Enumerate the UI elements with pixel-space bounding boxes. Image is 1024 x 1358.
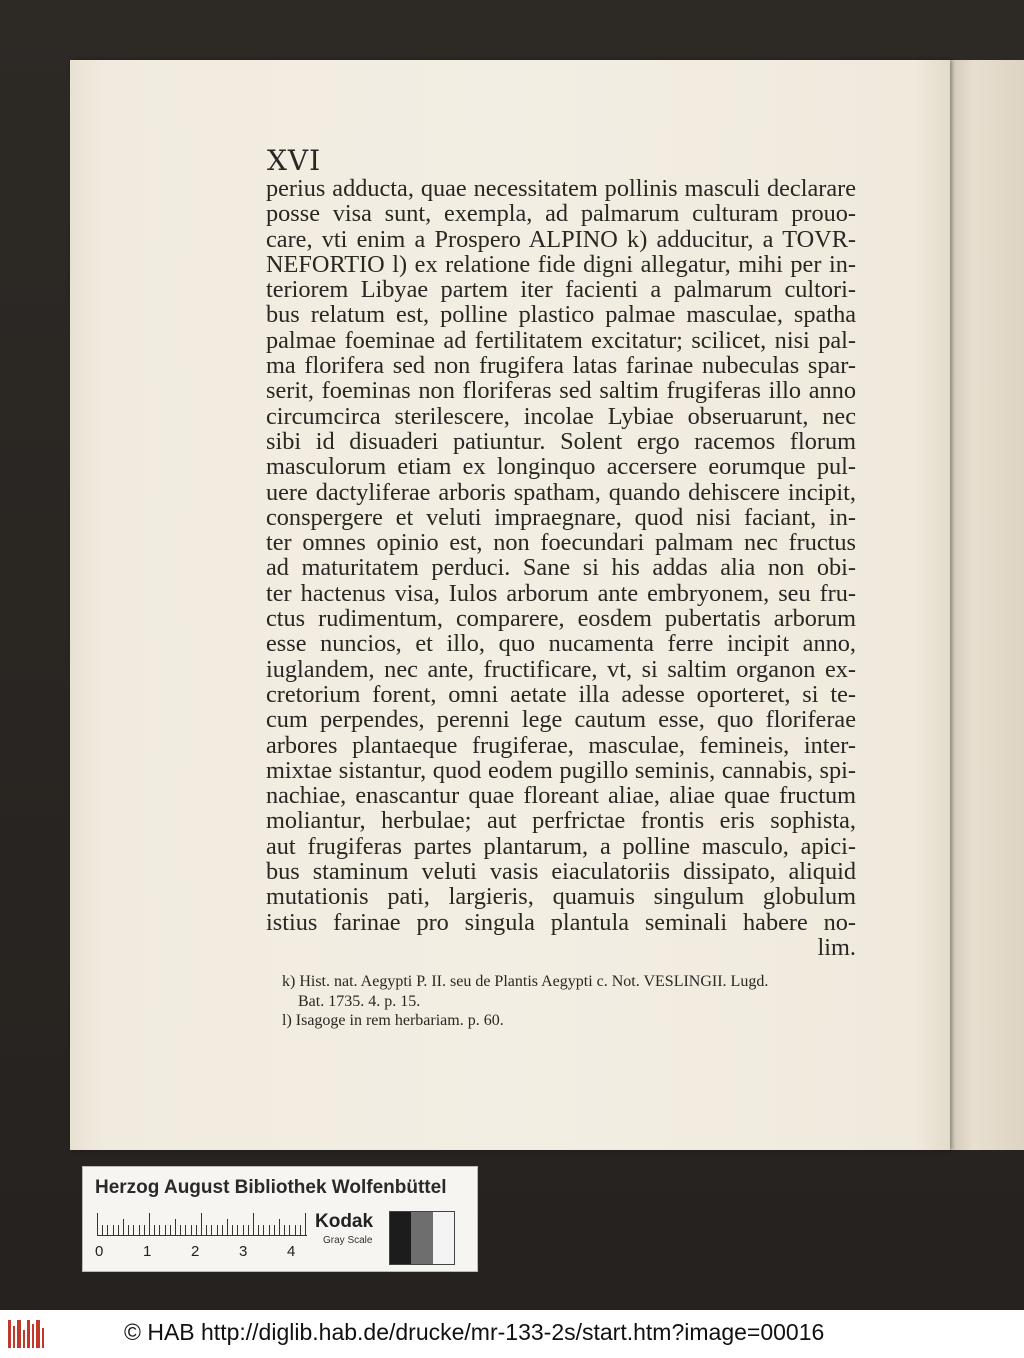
text-line: moliantur, herbulae; aut perfrictae frontis eris sophista, — [266, 807, 856, 835]
footnotes — [282, 972, 858, 1031]
text-line: cretorium forent, omni aetate illa adesse oporteret, si te- — [266, 680, 856, 708]
text-line: cum perpendes, perenni lege cautum esse, quo floriferae — [266, 706, 856, 734]
library-name: Herzog August Bibliothek Wolfenbüttel — [95, 1177, 447, 1198]
text-line-last: lim. — [817, 933, 856, 961]
color-target-card — [82, 1166, 478, 1272]
back-page-edge — [940, 60, 1024, 1150]
book-page — [70, 60, 950, 1150]
body-text — [266, 176, 856, 960]
text-line: iuglandem, nec ante, fructificare, vt, si saltim organon ex- — [266, 655, 856, 683]
ruler-number-4: 4 — [287, 1243, 296, 1260]
footnote-l: l) Isagoge in rem herbariam. p. 60. — [282, 1012, 504, 1029]
text-line: circumcirca sterilescere, incolae Lybiae obseruarunt, nec — [266, 402, 856, 430]
text-line: serit, foeminas non floriferas sed saltim frugiferas illo anno — [266, 377, 856, 405]
text-line: posse visa sunt, exempla, ad palmarum culturam prouo- — [266, 200, 856, 228]
text-line: palmae foeminae ad fertilitatem excitatur; scilicet, nisi pal- — [266, 326, 856, 354]
text-line: teriorem Libyae partem iter facienti a palmarum cultori- — [266, 276, 856, 304]
text-line: ter omnes opinio est, non foecundari palmam nec fructus — [266, 529, 856, 557]
ruler-number-2: 2 — [191, 1243, 200, 1260]
text-line: mutationis pati, largieris, quamuis singulum globulum — [266, 883, 856, 911]
text-line: ma florifera sed non frugifera latas farinae nubeculas spar- — [266, 352, 856, 380]
text-line: ctus rudimentum, comparere, eosdem pubertatis arborum — [266, 605, 856, 633]
text-line: NEFORTIO l) ex relatione fide digni allegatur, mihi per in- — [266, 250, 856, 278]
text-line: bus staminum veluti vasis eiaculatoriis dissipato, aliquid — [266, 858, 856, 886]
hab-logo-icon — [8, 1320, 46, 1348]
swatch-light — [433, 1212, 454, 1264]
footnote-k: k) Hist. nat. Aegypti P. II. seu de Plantis Aegypti c. Not. VESLINGII. Lugd. — [282, 973, 769, 990]
page-number: XVI — [267, 144, 322, 177]
gray-scale-label: Gray Scale — [323, 1235, 373, 1246]
ruler-number-0: 0 — [95, 1243, 104, 1260]
text-line: care, vti enim a Prospero ALPINO k) adducitur, a TOVR- — [266, 225, 856, 253]
swatch-mid — [411, 1212, 432, 1264]
copyright-url-link[interactable]: © HAB http://diglib.hab.de/drucke/mr-133-2s/start.htm?image=00016 — [124, 1319, 825, 1345]
text-line: esse nuncios, et illo, quo nucamenta ferre incipit anno, — [266, 630, 856, 658]
text-line: perius adducta, quae necessitatem pollinis masculi declarare — [266, 175, 856, 202]
text-line: sibi id disuaderi patiuntur. Solent ergo racemos florum — [266, 427, 856, 455]
text-line: conspergere et veluti impraegnare, quod nisi faciant, in- — [266, 503, 856, 531]
scale-ruler — [97, 1213, 307, 1236]
text-line: bus relatum est, polline plastico palmae masculae, spatha — [266, 301, 856, 329]
text-line: istius farinae pro singula plantula seminali habere no- — [266, 908, 856, 936]
text-line: ter hactenus visa, Iulos arborum ante embryonem, seu fru- — [266, 579, 856, 607]
text-line: masculorum etiam ex longinquo accersere eorumque pul- — [266, 453, 856, 481]
text-line: arbores plantaeque frugiferae, masculae, femineis, inter- — [266, 731, 856, 759]
text-line: uere dactyliferae arboris spatham, quando dehiscere incipit, — [266, 478, 856, 506]
swatch-dark — [390, 1212, 411, 1264]
text-line: aut frugiferas partes plantarum, a polline masculo, apici- — [266, 832, 856, 860]
text-line: nachiae, enascantur quae floreant aliae, aliae quae fructum — [266, 782, 856, 810]
ruler-number-1: 1 — [143, 1243, 152, 1260]
footer-bar — [0, 1310, 1024, 1358]
kodak-brand: Kodak — [315, 1211, 374, 1232]
ruler-number-3: 3 — [239, 1243, 248, 1260]
text-line: ad maturitatem perduci. Sane si his addas alia non obi- — [266, 554, 856, 582]
footnote-k-continued: Bat. 1735. 4. p. 15. — [298, 992, 421, 1010]
gray-swatches — [389, 1211, 455, 1265]
text-line: mixtae sistantur, quod eodem pugillo seminis, cannabis, spi- — [266, 756, 856, 784]
